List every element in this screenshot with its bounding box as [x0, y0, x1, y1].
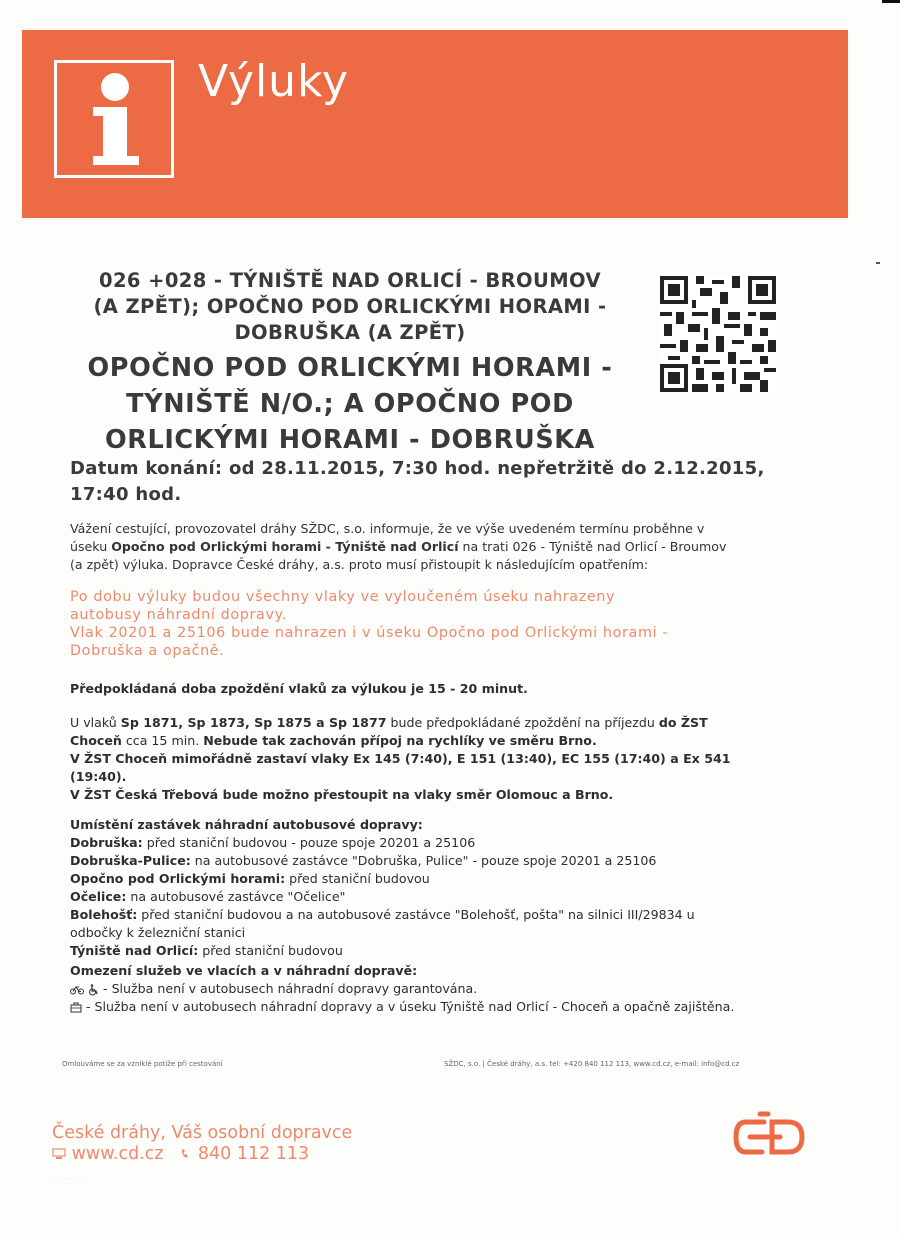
closure-date-line: Datum konání: od 28.11.2015, 7:30 hod. nepřetržitě do 2.12.2015, [70, 458, 765, 479]
bus-stops-section [70, 816, 800, 960]
footer-apology: Omlouváme se za vzniklé potíže při cestování [62, 1060, 223, 1068]
list-item: - Služba není v autobusech náhradní dopravy garantována. [70, 980, 800, 998]
notice-line: Vlak 20201 a 25106 bude nahrazen i v úseku Opočno pod Orlickými horami - [70, 625, 669, 641]
closure-date [70, 456, 810, 508]
route-title-line: TÝNIŠTĚ N/O.; A OPOČNO POD [126, 389, 574, 419]
list-item: Týniště nad Orlicí: před staniční budovou [70, 943, 343, 958]
cd-logo-icon [732, 1110, 806, 1164]
intro-line: (a zpět) výluka. Dopravce České dráhy, a.s. proto musí přistoupit k následujícím opatřením: [70, 557, 649, 572]
banner-title: Výluky [198, 56, 350, 107]
bus-stops-heading: Umístění zastávek náhradní autobusové dopravy: [70, 817, 423, 832]
closure-date-line: 17:40 hod. [70, 484, 182, 505]
header-banner [22, 30, 848, 218]
expected-delay: Předpokládaná doba zpoždění vlaků za výlukou je 15 - 20 minut. [70, 681, 528, 696]
notice-line: Po dobu výluky budou všechny vlaky ve vyloučeném úseku nahrazeny [70, 589, 616, 605]
brand-web[interactable]: www.cd.cz [71, 1144, 164, 1164]
bicycle-icon [70, 985, 84, 995]
list-item: odbočky k železniční stanici [70, 925, 246, 940]
affected-section: Opočno pod Orlickými horami - Týniště nad Orlicí [111, 539, 459, 554]
computer-icon [52, 1148, 66, 1160]
intro-line: Vážení cestující, provozovatel dráhy SŽDC, s.o. informuje, že ve výše uvedeném termínu proběhne v [70, 521, 705, 536]
list-item: Bolehošť: před staniční budovou a na autobusové zastávce "Bolehošť, pošta" na silnici III/29834 u [70, 907, 695, 922]
notice-line: Dobruška a opačně. [70, 643, 225, 659]
restrictions-heading: Omezení služeb ve vlacích a v náhradní dopravě: [70, 963, 418, 978]
footer-contacts: SŽDC, s.o. | České dráhy, a.s. tel: +420 840 112 113, www.cd.cz, e-mail: info@cd.cz [444, 1060, 740, 1068]
route-heading [60, 268, 640, 458]
route-title-line: OPOČNO POD ORLICKÝMI HORAMI - [87, 353, 613, 383]
list-item: - Služba není v autobusech náhradní dopravy a v úseku Týniště nad Orlicí - Choceň a opačně zajištěna. [70, 998, 800, 1016]
qr-code-icon [660, 276, 776, 392]
list-item: Dobruška-Pulice: na autobusové zastávce "Dobruška, Pulice" - pouze spoje 20201 a 25106 [70, 853, 657, 868]
route-title-line: ORLICKÝMI HORAMI - DOBRUŠKA [104, 425, 595, 455]
route-subtitle-line: (A ZPĚT); OPOČNO POD ORLICKÝMI HORAMI - [93, 295, 607, 318]
brand-contact [52, 1144, 309, 1164]
luggage-icon [70, 1002, 82, 1013]
list-item: Očelice: na autobusové zastávce "Očelice" [70, 889, 346, 904]
notice-line: autobusy náhradní dopravy. [70, 607, 287, 623]
connections-paragraph: U vlaků Sp 1871, Sp 1873, Sp 1875 a Sp 1877 bude předpokládané zpoždění na příjezdu do ŽST Choceň cca 15 min. Nebude tak zachován přípoj na rychlíky ve směru Brno. V ŽST Choceň mimořádně zastaví vlaky Ex 145 (7:40), E 151 (13:40), EC 155 (17:40) a Ex 541 (19:40). V ŽST Česká Třebová bude možno přestoupit na vlaky směr Olomouc a Brno. [70, 715, 731, 802]
brand-slogan: České dráhy, Váš osobní dopravce [52, 1123, 353, 1143]
route-subtitle-line: 026 +028 - TÝNIŠTĚ NAD ORLICÍ - BROUMOV [99, 269, 601, 292]
list-item: Dobruška: před staniční budovou - pouze spoje 20201 a 25106 [70, 835, 476, 850]
wheelchair-icon [88, 984, 99, 996]
brand-phone[interactable]: 840 112 113 [197, 1144, 310, 1164]
phone-icon [180, 1148, 192, 1160]
brand-fine-print: · · · · · · · · · · · [52, 1176, 86, 1182]
route-subtitle-line: DOBRUŠKA (A ZPĚT) [234, 321, 466, 344]
intro-line: úseku Opočno pod Orlickými horami - Týniště nad Orlicí na trati 026 - Týniště nad Orlicí - Broumov [70, 539, 727, 554]
info-icon [54, 60, 174, 178]
restrictions-section [70, 962, 800, 1016]
scan-speck [876, 262, 880, 264]
list-item: Opočno pod Orlickými horami: před staniční budovou [70, 871, 430, 886]
scan-corner-mark [882, 0, 900, 3]
replacement-notice [70, 588, 790, 660]
intro-paragraph [70, 520, 790, 574]
